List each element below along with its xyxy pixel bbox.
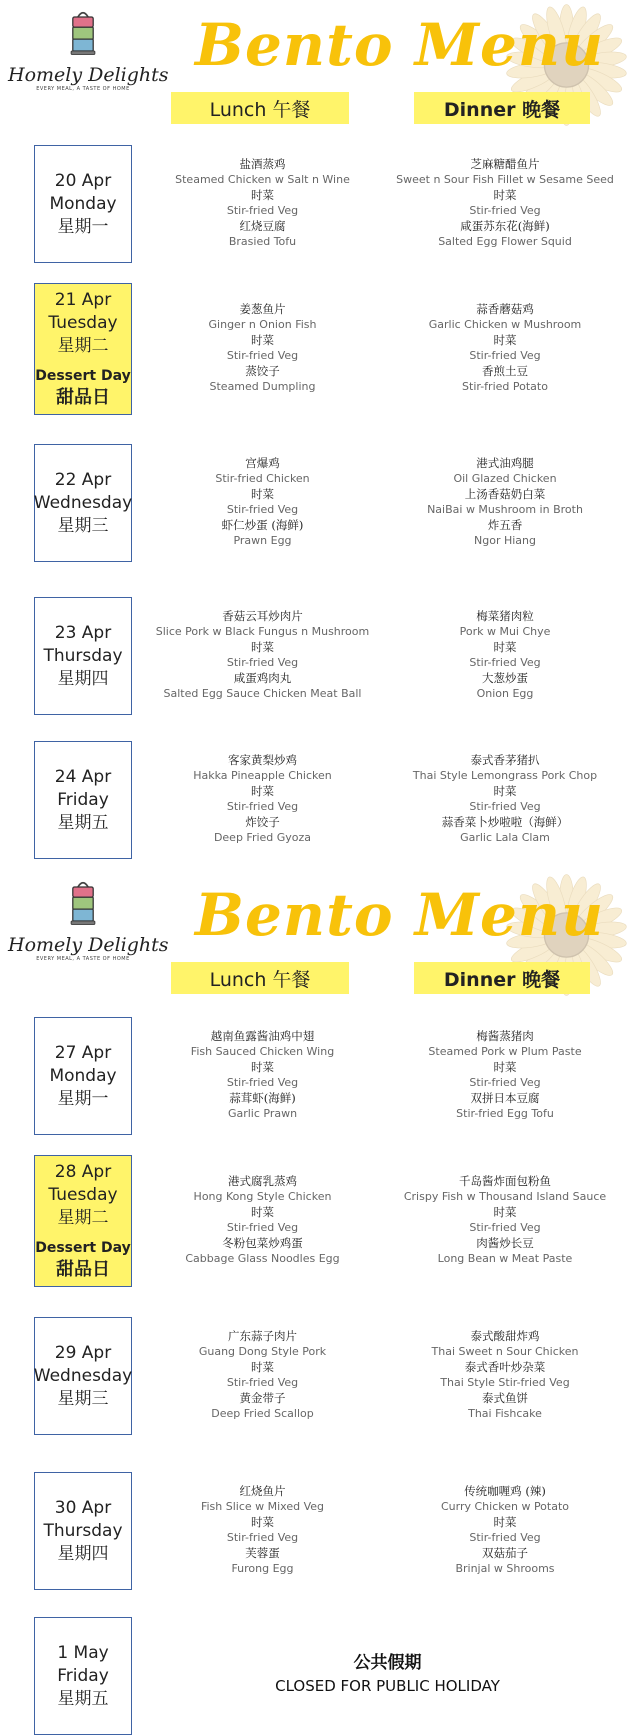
dish-name-en: Thai Style Lemongrass Pork Chop [412, 769, 598, 783]
dish-name-cn: 泰式鱼饼 [482, 1390, 528, 1405]
dish-name-en: Long Bean w Meat Paste [437, 1252, 573, 1266]
dish-name-cn: 梅菜猪肉粒 [476, 609, 534, 623]
brand-tagline: EVERY MEAL, A TASTE OF HOME [36, 86, 130, 92]
dinner-menu [385, 1329, 625, 1421]
lunch-menu [150, 753, 375, 845]
dish-name-en: Steamed Dumpling [209, 380, 316, 394]
dish-name-en: Deep Fried Scallop [211, 1407, 314, 1421]
day-box [34, 145, 132, 263]
dish-name-cn: 越南鱼露酱油鸡中翅 [210, 1029, 315, 1043]
menu-header [0, 870, 642, 1000]
dish-name-cn: 黄金带子 [239, 1390, 286, 1405]
day-name-cn: 星期一 [57, 216, 109, 237]
lunch-menu [150, 456, 375, 548]
lunch-menu [150, 1029, 375, 1121]
dish-name-en: Sweet n Sour Fish Fillet w Sesame Seed [396, 173, 614, 187]
dish-name-cn: 泰式酸甜炸鸡 [470, 1329, 540, 1343]
dish-name-en: Slice Pork w Black Fungus n Mushroom [155, 625, 370, 639]
dish-name-en: Hakka Pineapple Chicken [193, 769, 332, 783]
day-box [34, 741, 132, 859]
dinner-menu [385, 609, 625, 701]
day-date: 22 Apr [54, 469, 112, 490]
page-title: Bento Menu [195, 881, 605, 949]
day-box [34, 444, 132, 562]
dish-name-en: Stir-fried Veg [226, 800, 299, 814]
day-name-cn: 星期一 [57, 1088, 109, 1109]
day-date: 27 Apr [54, 1042, 112, 1063]
dish-name-cn: 广东蒜子肉片 [228, 1329, 297, 1343]
day-box [34, 1317, 132, 1435]
dish-name-en: Thai Style Stir-fried Veg [440, 1376, 570, 1390]
dish-name-en: Brinjal w Shrooms [455, 1562, 555, 1576]
dish-name-cn: 盐酒蒸鸡 [239, 157, 286, 171]
dish-name-cn: 肉酱炒长豆 [476, 1235, 534, 1250]
day-box [34, 1155, 132, 1287]
dish-name-en: Oil Glazed Chicken [453, 472, 557, 486]
day-box [34, 283, 132, 415]
dish-name-cn: 上汤香菇奶白菜 [464, 486, 546, 501]
dish-name-cn: 时菜 [251, 1359, 274, 1374]
dish-name-cn: 时菜 [493, 1514, 517, 1529]
day-date: 29 Apr [54, 1342, 112, 1363]
dish-name-cn: 蒜香蘑菇鸡 [476, 302, 534, 316]
dish-name-en: Stir-fried Veg [226, 1376, 299, 1390]
day-name: Tuesday [48, 312, 118, 333]
dish-name-cn: 时菜 [493, 187, 517, 202]
dish-name-cn: 冬粉包菜炒鸡蛋 [222, 1235, 303, 1250]
day-name: Tuesday [48, 1184, 118, 1205]
dish-name-en: Steamed Pork w Plum Paste [428, 1045, 582, 1059]
dish-name-en: NaiBai w Mushroom in Broth [427, 503, 583, 517]
dish-name-en: Thai Sweet n Sour Chicken [431, 1345, 579, 1359]
dish-name-cn: 时菜 [251, 783, 274, 798]
dish-name-cn: 港式腐乳蒸鸡 [228, 1174, 297, 1188]
lunch-menu [150, 1329, 375, 1421]
holiday-notice [150, 1651, 625, 1697]
dish-name-en: Furong Egg [231, 1562, 294, 1576]
dish-name-cn: 蒜香菜卜炒啦啦（海鲜） [441, 814, 569, 829]
tiffin-icon [8, 880, 158, 932]
day-name-cn: 星期五 [57, 812, 109, 833]
brand-name: Homely Delights [8, 934, 169, 956]
dessert-day-label: Dessert Day [35, 1239, 131, 1256]
dish-name-cn: 时菜 [251, 1204, 274, 1219]
dish-name-en: Stir-fried Veg [226, 656, 299, 670]
dish-name-en: Garlic Prawn [227, 1107, 298, 1121]
dish-name-en: Stir-fried Veg [469, 349, 541, 363]
dish-name-cn: 大葱炒蛋 [482, 670, 528, 685]
brand-logo [8, 880, 169, 970]
dish-name-en: Steamed Chicken w Salt n Wine [175, 173, 350, 187]
dish-name-en: Deep Fried Gyoza [213, 831, 312, 845]
dish-name-en: Stir-fried Veg [226, 1531, 299, 1545]
dish-name-cn: 时菜 [493, 1059, 517, 1074]
day-name: Wednesday [33, 492, 133, 513]
day-name-cn: 星期四 [57, 668, 109, 689]
dessert-day-label-cn: 甜品日 [56, 386, 110, 408]
day-box [34, 1017, 132, 1135]
dish-name-cn: 时菜 [493, 1204, 517, 1219]
dish-name-cn: 宫爆鸡 [245, 456, 280, 470]
lunch-menu [150, 1484, 375, 1576]
dish-name-en: Stir-fried Veg [469, 800, 541, 814]
dish-name-en: Guang Dong Style Pork [198, 1345, 327, 1359]
day-date: 23 Apr [54, 622, 112, 643]
day-date: 30 Apr [54, 1497, 112, 1518]
brand-tagline: EVERY MEAL, A TASTE OF HOME [36, 956, 130, 962]
dish-name-en: Stir-fried Veg [226, 503, 299, 517]
day-date: 21 Apr [54, 289, 112, 310]
day-name-cn: 星期二 [57, 335, 109, 356]
dish-name-cn: 千岛酱炸面包粉鱼 [459, 1174, 551, 1188]
dish-name-en: Brasied Tofu [228, 235, 297, 249]
day-box [34, 1472, 132, 1590]
dish-name-cn: 炸五香 [487, 517, 523, 532]
dish-name-cn: 双拼日本豆腐 [470, 1090, 540, 1105]
dish-name-en: Stir-fried Veg [469, 1221, 541, 1235]
dish-name-en: Prawn Egg [233, 534, 292, 548]
day-name: Friday [57, 1665, 109, 1686]
dish-name-cn: 时菜 [251, 1514, 274, 1529]
dish-name-cn: 时菜 [493, 783, 517, 798]
dish-name-en: Garlic Chicken w Mushroom [428, 318, 582, 332]
dish-name-cn: 泰式香叶炒杂菜 [464, 1359, 546, 1374]
dish-name-cn: 虾仁炒蛋 (海鲜) [221, 517, 304, 532]
dinner-menu [385, 157, 625, 249]
dish-name-cn: 港式油鸡腿 [476, 456, 534, 470]
dish-name-en: Stir-fried Chicken [215, 472, 310, 486]
day-name: Thursday [43, 1520, 123, 1541]
day-date: 1 May [57, 1642, 109, 1663]
dish-name-en: Fish Slice w Mixed Veg [200, 1500, 325, 1514]
dish-name-en: Garlic Lala Clam [460, 831, 550, 845]
day-box [34, 597, 132, 715]
dish-name-cn: 双菇茄子 [482, 1545, 528, 1560]
dinner-menu [385, 302, 625, 394]
day-name-cn: 星期三 [57, 1388, 109, 1409]
day-name: Friday [57, 789, 109, 810]
lunch-column-header: Lunch 午餐 [171, 962, 349, 994]
brand-name: Homely Delights [8, 64, 169, 86]
dish-name-en: Thai Fishcake [468, 1407, 542, 1421]
dish-name-cn: 梅酱蒸猪肉 [476, 1029, 534, 1043]
dish-name-en: Stir-fried Egg Tofu [456, 1107, 554, 1121]
dinner-menu [385, 1029, 625, 1121]
dish-name-cn: 时菜 [493, 639, 517, 654]
dish-name-en: Salted Egg Sauce Chicken Meat Ball [163, 687, 362, 701]
day-name-cn: 星期五 [57, 1688, 109, 1709]
dish-name-en: Ngor Hiang [474, 534, 536, 548]
dish-name-en: Stir-fried Potato [462, 380, 548, 394]
dish-name-cn: 客家黄梨炒鸡 [228, 753, 297, 767]
day-name-cn: 星期二 [57, 1207, 109, 1228]
dish-name-cn: 蒸饺子 [245, 363, 280, 378]
dish-name-en: Curry Chicken w Potato [440, 1500, 570, 1514]
dish-name-en: Stir-fried Veg [226, 204, 299, 218]
dish-name-en: Salted Egg Flower Squid [438, 235, 572, 249]
dish-name-en: Stir-fried Veg [469, 1531, 541, 1545]
day-name: Wednesday [33, 1365, 133, 1386]
dish-name-en: Stir-fried Veg [226, 349, 299, 363]
day-date: 24 Apr [54, 766, 112, 787]
dish-name-cn: 蒜茸虾(海鲜) [229, 1090, 296, 1105]
dish-name-cn: 泰式香茅猪扒 [470, 753, 540, 767]
dinner-menu [385, 753, 625, 845]
dish-name-cn: 时菜 [251, 332, 274, 347]
day-name: Monday [49, 1065, 117, 1086]
dish-name-en: Stir-fried Veg [469, 1076, 541, 1090]
dish-name-en: Cabbage Glass Noodles Egg [185, 1252, 340, 1266]
day-box [34, 1617, 132, 1735]
dish-name-cn: 香菇云耳炒肉片 [222, 609, 303, 623]
lunch-menu [150, 1174, 375, 1266]
dish-name-cn: 时菜 [493, 332, 517, 347]
lunch-column-header: Lunch 午餐 [171, 92, 349, 124]
dinner-menu [385, 1484, 625, 1576]
dish-name-cn: 传统咖喱鸡 (辣) [464, 1484, 546, 1498]
dish-name-en: Pork w Mui Chye [459, 625, 551, 639]
dinner-menu [385, 1174, 625, 1266]
day-name: Thursday [43, 645, 123, 666]
day-name-cn: 星期三 [57, 515, 109, 536]
dinner-column-header: Dinner 晚餐 [414, 92, 590, 124]
dish-name-cn: 时菜 [251, 187, 274, 202]
dinner-column-header: Dinner 晚餐 [414, 962, 590, 994]
dish-name-cn: 红烧鱼片 [239, 1484, 286, 1498]
day-date: 28 Apr [54, 1161, 112, 1182]
dish-name-cn: 芙蓉蛋 [245, 1545, 280, 1560]
dish-name-en: Stir-fried Veg [226, 1221, 299, 1235]
dish-name-cn: 姜葱鱼片 [239, 302, 286, 316]
menu-header [0, 0, 642, 130]
brand-logo [8, 10, 169, 100]
dish-name-en: Stir-fried Veg [469, 656, 541, 670]
dish-name-cn: 时菜 [251, 486, 274, 501]
dish-name-en: Stir-fried Veg [469, 204, 541, 218]
day-date: 20 Apr [54, 170, 112, 191]
tiffin-icon [8, 10, 158, 62]
dish-name-en: Stir-fried Veg [226, 1076, 299, 1090]
dish-name-cn: 咸蛋苏东花(海鲜) [460, 218, 550, 233]
dinner-menu [385, 456, 625, 548]
dish-name-cn: 红烧豆腐 [239, 218, 286, 233]
dish-name-cn: 咸蛋鸡肉丸 [233, 670, 292, 685]
dessert-day-label-cn: 甜品日 [56, 1258, 110, 1280]
dish-name-cn: 时菜 [251, 639, 274, 654]
dish-name-cn: 芝麻糖醋鱼片 [470, 157, 540, 171]
holiday-label-en: CLOSED FOR PUBLIC HOLIDAY [275, 1677, 500, 1695]
lunch-menu [150, 157, 375, 249]
holiday-label-cn: 公共假期 [353, 1653, 422, 1673]
day-name-cn: 星期四 [57, 1543, 109, 1564]
dish-name-cn: 香煎土豆 [482, 363, 528, 378]
dish-name-en: Ginger n Onion Fish [208, 318, 317, 332]
page-title: Bento Menu [195, 11, 605, 79]
dish-name-en: Fish Sauced Chicken Wing [190, 1045, 335, 1059]
dish-name-en: Onion Egg [476, 687, 534, 701]
dish-name-cn: 时菜 [251, 1059, 274, 1074]
lunch-menu [150, 609, 375, 701]
day-name: Monday [49, 193, 117, 214]
dish-name-cn: 炸饺子 [245, 814, 280, 829]
dish-name-en: Crispy Fish w Thousand Island Sauce [403, 1190, 607, 1204]
dish-name-en: Hong Kong Style Chicken [193, 1190, 332, 1204]
dessert-day-label: Dessert Day [35, 367, 131, 384]
lunch-menu [150, 302, 375, 394]
